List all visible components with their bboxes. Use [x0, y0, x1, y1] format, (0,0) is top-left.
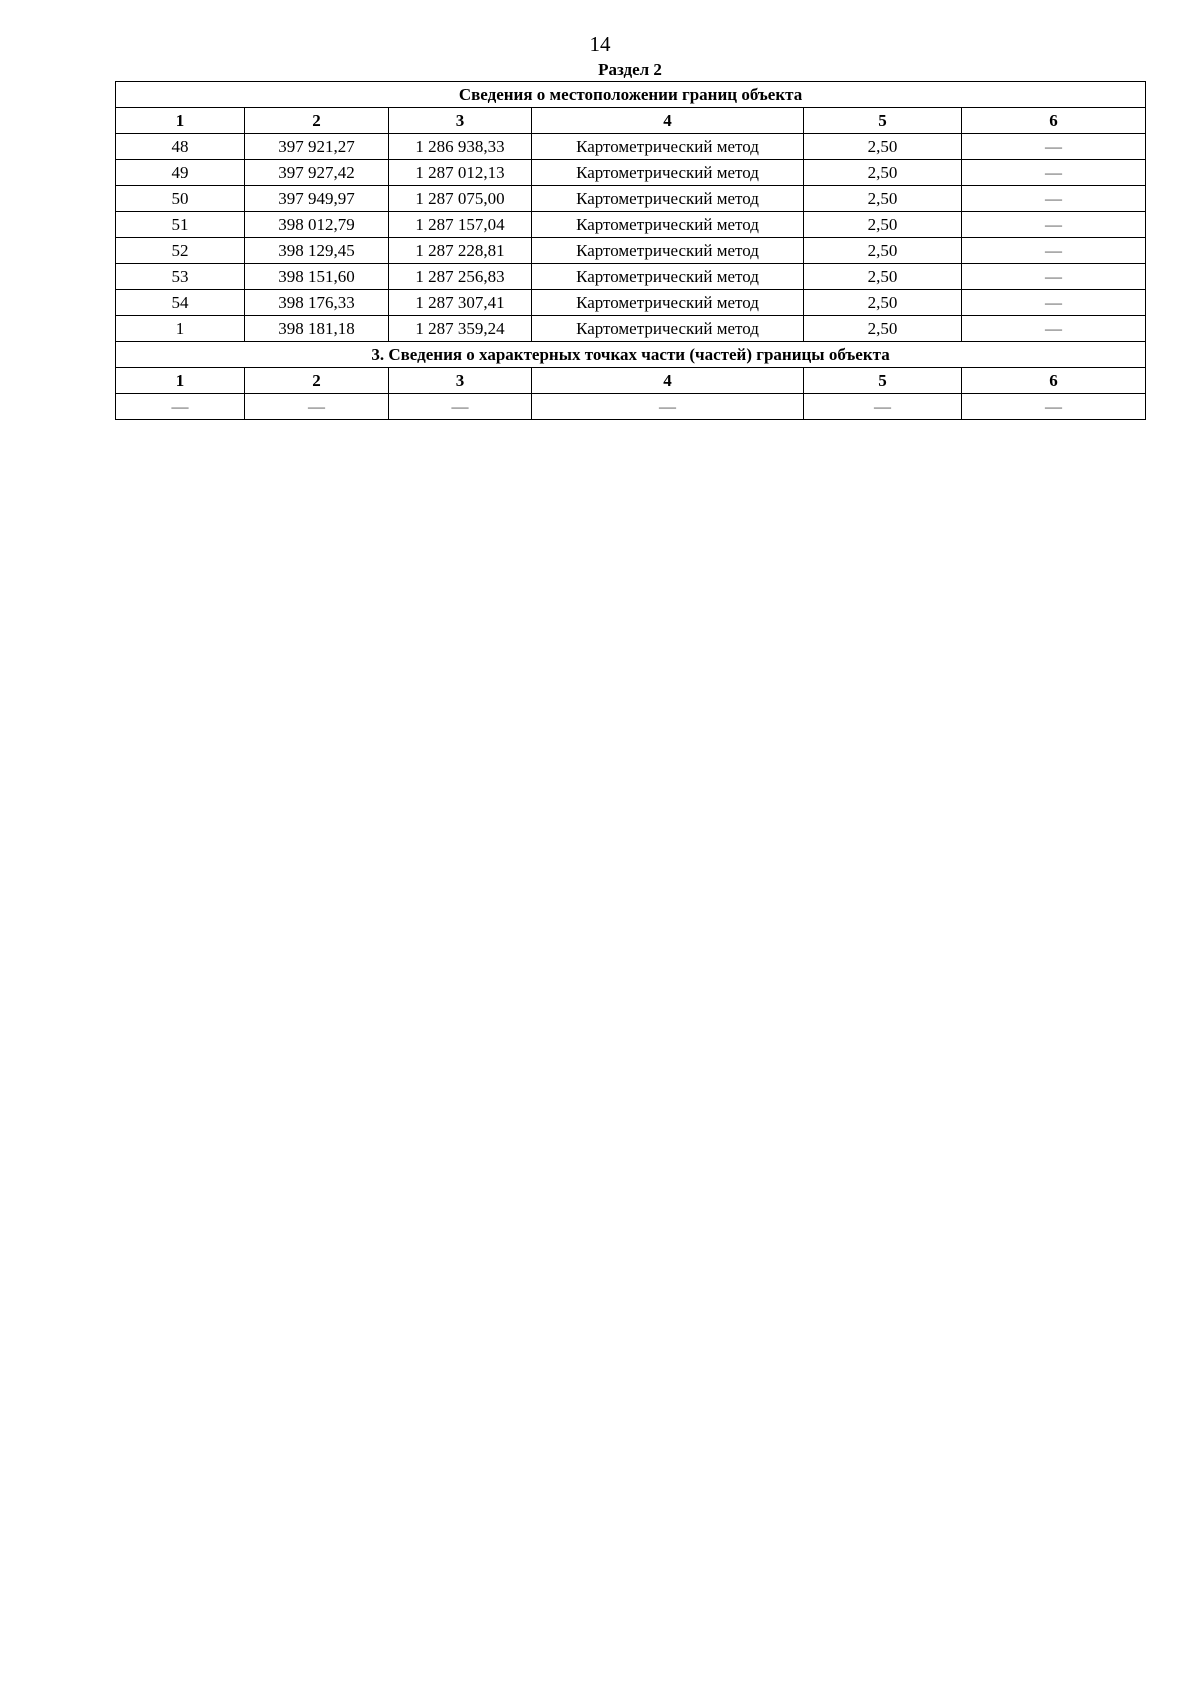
boundary-coordinates-table — [115, 81, 1146, 420]
column-header: 4 — [532, 108, 804, 134]
subsection-title-row — [116, 342, 1146, 368]
table-cell: — — [962, 290, 1146, 316]
table-cell: — — [962, 134, 1146, 160]
table-row — [116, 290, 1146, 316]
table-cell: — — [962, 238, 1146, 264]
table-row — [116, 134, 1146, 160]
table-cell: — — [532, 394, 804, 420]
table-row — [116, 238, 1146, 264]
column-header: 3 — [389, 108, 532, 134]
table-cell: Картометрический метод — [532, 212, 804, 238]
table-cell: 398 129,45 — [245, 238, 389, 264]
table-cell: 398 181,18 — [245, 316, 389, 342]
table-cell: 1 287 157,04 — [389, 212, 532, 238]
table-cell: 2,50 — [804, 238, 962, 264]
column-header: 4 — [532, 368, 804, 394]
table-title-row — [116, 82, 1146, 108]
table-cell: 1 286 938,33 — [389, 134, 532, 160]
table-cell: 397 921,27 — [245, 134, 389, 160]
page-number: 14 — [589, 32, 611, 56]
table-cell: — — [116, 394, 245, 420]
table-cell: 1 287 228,81 — [389, 238, 532, 264]
table-cell: Картометрический метод — [532, 186, 804, 212]
table-cell: — — [962, 212, 1146, 238]
table-cell: 2,50 — [804, 160, 962, 186]
column-header: 1 — [116, 108, 245, 134]
table-cell: 398 012,79 — [245, 212, 389, 238]
table-cell: — — [804, 394, 962, 420]
table-cell: 2,50 — [804, 134, 962, 160]
column-header: 5 — [804, 108, 962, 134]
subsection-rows — [116, 394, 1146, 420]
table-row — [116, 394, 1146, 420]
table-cell: Картометрический метод — [532, 238, 804, 264]
table-cell: 1 287 307,41 — [389, 290, 532, 316]
table-row — [116, 316, 1146, 342]
table-cell: 1 — [116, 316, 245, 342]
table-cell: 49 — [116, 160, 245, 186]
table-cell: — — [962, 264, 1146, 290]
table-body — [116, 134, 1146, 342]
table-cell: — — [962, 160, 1146, 186]
table-row — [116, 160, 1146, 186]
subsection-header-row — [116, 368, 1146, 394]
table-row — [116, 186, 1146, 212]
table-cell: — — [962, 186, 1146, 212]
table-cell: Картометрический метод — [532, 290, 804, 316]
column-header: 2 — [245, 108, 389, 134]
section-title: Раздел 2 — [598, 60, 662, 79]
table-cell: 52 — [116, 238, 245, 264]
table-cell: Картометрический метод — [532, 316, 804, 342]
table-cell: 1 287 012,13 — [389, 160, 532, 186]
table-row — [116, 212, 1146, 238]
column-header: 2 — [245, 368, 389, 394]
column-header: 6 — [962, 368, 1146, 394]
table-cell: 398 151,60 — [245, 264, 389, 290]
table-cell: 398 176,33 — [245, 290, 389, 316]
subsection-body — [116, 342, 1146, 394]
table-cell: — — [389, 394, 532, 420]
table-cell: Картометрический метод — [532, 264, 804, 290]
column-header: 3 — [389, 368, 532, 394]
table-cell: — — [245, 394, 389, 420]
table-cell: 1 287 256,83 — [389, 264, 532, 290]
table-cell: Картометрический метод — [532, 160, 804, 186]
table-cell: 2,50 — [804, 264, 962, 290]
column-header: 6 — [962, 108, 1146, 134]
table-cell: — — [962, 394, 1146, 420]
table-cell: 48 — [116, 134, 245, 160]
column-header: 1 — [116, 368, 245, 394]
table-cell: 51 — [116, 212, 245, 238]
subsection-title: 3. Сведения о характерных точках части (частей) границы объекта — [116, 342, 1146, 368]
table-cell: 50 — [116, 186, 245, 212]
table-cell: 1 287 075,00 — [389, 186, 532, 212]
table-cell: 2,50 — [804, 186, 962, 212]
table-cell: 397 949,97 — [245, 186, 389, 212]
table-cell: 2,50 — [804, 316, 962, 342]
table-row — [116, 264, 1146, 290]
table-cell: — — [962, 316, 1146, 342]
column-header-row — [116, 108, 1146, 134]
table-cell: 2,50 — [804, 212, 962, 238]
table-cell: Картометрический метод — [532, 134, 804, 160]
table-cell: 1 287 359,24 — [389, 316, 532, 342]
table-title: Сведения о местоположении границ объекта — [116, 82, 1146, 108]
table-cell: 53 — [116, 264, 245, 290]
table-cell: 2,50 — [804, 290, 962, 316]
table-cell: 54 — [116, 290, 245, 316]
column-header: 5 — [804, 368, 962, 394]
table-cell: 397 927,42 — [245, 160, 389, 186]
